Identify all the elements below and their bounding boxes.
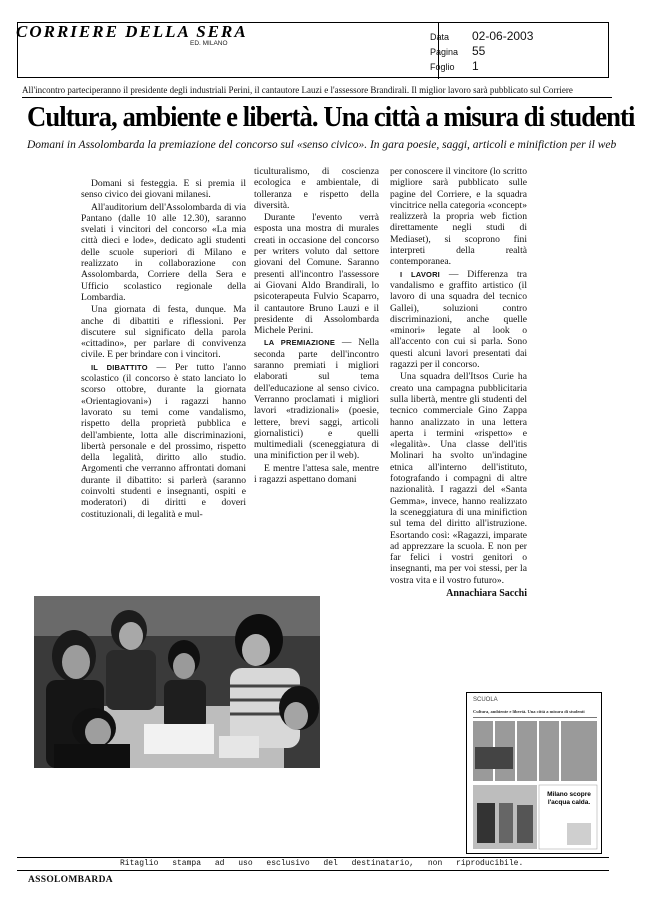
paragraph-text: — Differenza tra vandalismo e graffito artistico (il lavoro di una squadra del tecnico Gallei), soluzioni contro discriminazioni, anche quelle «minori» legate al look o all'accento con cui si parla. Sono questi alcuni lavori presentati dai ragazzi per il concorso.	[390, 268, 528, 371]
newspaper-masthead: CORRIERE DELLA SERA	[16, 22, 248, 41]
kicker-divider	[22, 97, 612, 98]
paragraph: Durante l'evento verrà esposta una mostra di murales creati in occasione del concorso per writers voluto dal settore giovani del Comune. Saranno presenti all'incontro l'assessore ai Giovani Aldo Brandirali, lo psicoterapeuta Fulvio Scaparro, il cantautore Bruno Lauzi e il presidente di Assolombarda Michele Perini.	[254, 212, 379, 337]
article-column-3	[390, 166, 527, 599]
paragraph: Domani si festeggia. E si premia il senso civico dei giovani milanesi.	[81, 178, 246, 201]
article-headline: Cultura, ambiente e libertà. Una città a misura di studenti	[27, 101, 635, 133]
thumbnail-ad-line-1: Milano scopre	[547, 791, 591, 798]
paragraph-text: — Nella seconda parte dell'incontro saranno premiati i migliori elaborati sul tema dell'educazione al senso civico. Verranno proclamati i migliori lavori «tradizionali» (poesie, lettere, brevi saggi, articoli giornalistici) e quelli multimediali (sceneggiatura di una minifiction per il web).	[254, 337, 379, 462]
date-row	[430, 29, 533, 43]
article-column-1	[81, 178, 246, 521]
paragraph: All'auditorium dell'Assolombarda di via Pantano (dalle 10 alle 12.30), saranno svelati i vincitori del concorso «La mia città dieci e lode», dedicato agli studenti delle scuole superiori di Milano e realizzato in collaborazione con Assolombarda, Corriere della Sera e Ufficio scolastico regionale della Lombardia.	[81, 201, 246, 303]
sheet-value: 1	[472, 59, 479, 73]
thumbnail-section: SCUOLA	[473, 697, 498, 703]
paragraph-text: — Per tutto l'anno scolastico (il concorso è stato lanciato lo scorso ottobre, durante la giornata «Orientagiovani») i ragazzi hanno lavorato su temi come vandalismo, rispetto della proprietà pubblica e dell'ambiente, lotta alle discriminazioni, libertà personale e del prossimo, rispetto della legalità, diritto allo studio. Argomenti che verranno affrontati domani durante il dibattito: si parlerà (saranno coinvolti studenti e insegnanti, ospiti e moderatori) di diritti e doveri costituzionali, di legalità e mul-	[81, 361, 246, 520]
page-thumbnail	[466, 692, 602, 854]
page-row	[430, 44, 485, 58]
thumbnail-ad-line-2: l'acqua calda.	[547, 799, 591, 806]
thumbnail-headline: Cultura, ambiente e libertà. Una città a misura di studenti	[473, 709, 585, 714]
sheet-row	[430, 59, 479, 73]
section-label: LA PREMIAZIONE	[264, 338, 336, 348]
paragraph: E mentre l'attesa sale, mentre i ragazzi aspettano domani	[254, 462, 379, 486]
section-label: I LAVORI	[400, 269, 440, 279]
paragraph: ticulturalismo, di coscienza ecologica e ambientale, di tolleranza e rispetto della diversità.	[254, 166, 379, 211]
article-column-2	[254, 166, 379, 486]
page-value: 55	[472, 44, 486, 58]
paragraph	[390, 269, 527, 371]
article-subhead: Domani in Assolombarda la premiazione del concorso sul «senso civico». In gara poesie, saggi, articoli e minifiction per il web	[27, 139, 617, 151]
paragraph: Una giornata di festa, dunque. Ma anche di dibattiti e riflessioni. Per discutere sul significato della parola «cittadino», per parlare di convivenza civile. E per brindare con i vincitori.	[81, 304, 246, 361]
students-photo-image	[34, 596, 320, 768]
reproduction-disclaimer: Ritaglio stampa ad uso esclusivo del destinatario, non riproducibile.	[120, 859, 524, 868]
paragraph	[254, 337, 379, 461]
paragraph: per conoscere il vincitore (lo scritto migliore sarà pubblicato sulle pagine del Corriere, e la squadra vincitrice nella categoria «concept» realizzerà la propria web fiction direttamente negli studi di Mediaset), si scoprono fini interpreti della realtà contemporanea.	[390, 166, 527, 268]
paragraph: Una squadra dell'Itsos Curie ha creato una campagna pubblicitaria sulla libertà, mentre gli studenti del tecnico commerciale Gino Zappa hanno analizzato in una lettera aperta i termini «rispetto» e «legalità». Una classe dell'itis Molinari ha svolto un'indagine etnica all'interno dell'istituto, fotografando i compagni di altre nazionalità. I ragazzi del «Santa Gemma», invece, hanno realizzato la sceneggiatura di una minifiction sul tema del diritto all'istruzione. Esortando così: «Ragazzi, imparate ad apprezzare la scuola. E non per far felici i vostri genitori o insegnanti, ma per voi stessi, per la vostra vita e il vostro futuro».	[390, 371, 527, 586]
date-label: Data	[430, 32, 450, 42]
sheet-label: Foglio	[430, 62, 455, 72]
edition-label: ED. MILANO	[190, 40, 228, 47]
article-kicker: All'incontro parteciperanno il presidente degli industriali Perini, il cantautore Lauzi e l'assessore Brandirali. Il miglior lavoro sarà pubblicato sul Corriere	[22, 85, 573, 95]
page-label: Pagina	[430, 47, 459, 57]
clipping-source: ASSOLOMBARDA	[28, 875, 113, 885]
author-signature: Annachiara Sacchi	[446, 587, 527, 599]
students-photo	[34, 596, 320, 768]
section-label: IL DIBATTITO	[91, 362, 148, 372]
paragraph	[81, 362, 246, 520]
date-value: 02-06-2003	[472, 29, 534, 43]
thumbnail-layout-image	[467, 693, 603, 855]
